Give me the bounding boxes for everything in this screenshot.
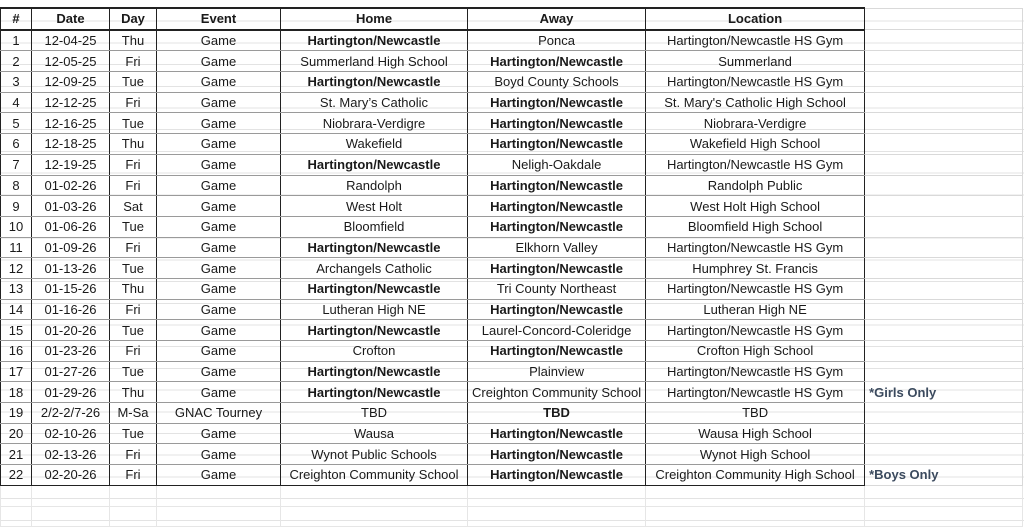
cell-day[interactable]: M-Sa bbox=[110, 403, 157, 424]
cell-home[interactable]: Hartington/Newcastle bbox=[281, 278, 468, 299]
cell-day[interactable]: Tue bbox=[110, 113, 157, 134]
cell-note[interactable]: *Boys Only bbox=[865, 465, 1023, 486]
cell-day[interactable]: Tue bbox=[110, 423, 157, 444]
cell-event[interactable]: Game bbox=[157, 258, 281, 279]
cell-day[interactable]: Tue bbox=[110, 320, 157, 341]
header-away[interactable]: Away bbox=[468, 8, 646, 30]
cell-note[interactable] bbox=[865, 113, 1023, 134]
cell-num[interactable]: 9 bbox=[1, 196, 32, 217]
cell-date[interactable]: 12-19-25 bbox=[32, 154, 110, 175]
empty-cell[interactable] bbox=[865, 485, 1023, 506]
cell-num[interactable]: 15 bbox=[1, 320, 32, 341]
cell-date[interactable]: 12-05-25 bbox=[32, 51, 110, 72]
cell-day[interactable]: Fri bbox=[110, 51, 157, 72]
cell-date[interactable]: 12-04-25 bbox=[32, 30, 110, 51]
cell-home[interactable]: Wausa bbox=[281, 423, 468, 444]
cell-home[interactable]: Lutheran High NE bbox=[281, 299, 468, 320]
cell-away[interactable]: Hartington/Newcastle bbox=[468, 341, 646, 362]
header-empty-cell[interactable] bbox=[865, 8, 1023, 30]
cell-event[interactable]: Game bbox=[157, 92, 281, 113]
cell-event[interactable]: Game bbox=[157, 361, 281, 382]
cell-date[interactable]: 01-03-26 bbox=[32, 196, 110, 217]
cell-num[interactable]: 16 bbox=[1, 341, 32, 362]
empty-cell[interactable] bbox=[468, 506, 646, 527]
schedule-table bbox=[0, 7, 1023, 527]
empty-cell[interactable] bbox=[157, 485, 281, 506]
cell-event[interactable]: Game bbox=[157, 341, 281, 362]
header-location[interactable]: Location bbox=[646, 8, 865, 30]
cell-home[interactable]: Niobrara-Verdigre bbox=[281, 113, 468, 134]
cell-location[interactable]: Bloomfield High School bbox=[646, 216, 865, 237]
cell-event[interactable]: Game bbox=[157, 444, 281, 465]
table-row bbox=[1, 175, 1023, 196]
cell-day[interactable]: Thu bbox=[110, 278, 157, 299]
cell-date[interactable]: 12-16-25 bbox=[32, 113, 110, 134]
cell-location[interactable]: Hartington/Newcastle HS Gym bbox=[646, 278, 865, 299]
table-row bbox=[1, 382, 1023, 403]
cell-away[interactable]: Hartington/Newcastle bbox=[468, 299, 646, 320]
cell-num[interactable]: 17 bbox=[1, 361, 32, 382]
table-row bbox=[1, 361, 1023, 382]
cell-day[interactable]: Fri bbox=[110, 154, 157, 175]
cell-away[interactable]: TBD bbox=[468, 403, 646, 424]
cell-location[interactable]: West Holt High School bbox=[646, 196, 865, 217]
cell-location[interactable]: St. Mary's Catholic High School bbox=[646, 92, 865, 113]
table-row bbox=[1, 444, 1023, 465]
cell-home[interactable]: Archangels Catholic bbox=[281, 258, 468, 279]
cell-num[interactable]: 4 bbox=[1, 92, 32, 113]
cell-event[interactable]: Game bbox=[157, 423, 281, 444]
cell-day[interactable]: Sat bbox=[110, 196, 157, 217]
header-date[interactable]: Date bbox=[32, 8, 110, 30]
cell-note[interactable] bbox=[865, 444, 1023, 465]
cell-event[interactable]: Game bbox=[157, 72, 281, 93]
table-row bbox=[1, 196, 1023, 217]
cell-home[interactable]: Creighton Community School bbox=[281, 465, 468, 486]
cell-day[interactable]: Fri bbox=[110, 92, 157, 113]
cell-day[interactable]: Tue bbox=[110, 258, 157, 279]
cell-num[interactable]: 8 bbox=[1, 175, 32, 196]
cell-event[interactable]: Game bbox=[157, 175, 281, 196]
cell-date[interactable]: 12-09-25 bbox=[32, 72, 110, 93]
cell-num[interactable]: 7 bbox=[1, 154, 32, 175]
cell-day[interactable]: Thu bbox=[110, 382, 157, 403]
cell-day[interactable]: Thu bbox=[110, 30, 157, 51]
cell-num[interactable]: 18 bbox=[1, 382, 32, 403]
cell-day[interactable]: Fri bbox=[110, 465, 157, 486]
header-day[interactable]: Day bbox=[110, 8, 157, 30]
empty-cell[interactable] bbox=[1, 485, 32, 506]
cell-home[interactable]: Hartington/Newcastle bbox=[281, 382, 468, 403]
cell-away[interactable]: Elkhorn Valley bbox=[468, 237, 646, 258]
cell-location[interactable]: Summerland bbox=[646, 51, 865, 72]
cell-home[interactable]: TBD bbox=[281, 403, 468, 424]
cell-event[interactable]: Game bbox=[157, 382, 281, 403]
cell-num[interactable]: 21 bbox=[1, 444, 32, 465]
cell-home[interactable]: Crofton bbox=[281, 341, 468, 362]
cell-date[interactable]: 02-20-26 bbox=[32, 465, 110, 486]
cell-event[interactable]: Game bbox=[157, 196, 281, 217]
empty-cell[interactable] bbox=[646, 485, 865, 506]
cell-location[interactable]: Lutheran High NE bbox=[646, 299, 865, 320]
cell-location[interactable]: Hartington/Newcastle HS Gym bbox=[646, 382, 865, 403]
cell-away[interactable]: Plainview bbox=[468, 361, 646, 382]
cell-note[interactable] bbox=[865, 258, 1023, 279]
cell-away[interactable]: Hartington/Newcastle bbox=[468, 51, 646, 72]
cell-event[interactable]: Game bbox=[157, 278, 281, 299]
empty-cell[interactable] bbox=[110, 485, 157, 506]
cell-home[interactable]: Hartington/Newcastle bbox=[281, 237, 468, 258]
table-row bbox=[1, 72, 1023, 93]
cell-location[interactable]: TBD bbox=[646, 403, 865, 424]
cell-date[interactable]: 2/2-2/7-26 bbox=[32, 403, 110, 424]
empty-cell[interactable] bbox=[281, 506, 468, 527]
cell-event[interactable]: Game bbox=[157, 30, 281, 51]
cell-location[interactable]: Hartington/Newcastle HS Gym bbox=[646, 361, 865, 382]
cell-home[interactable]: Hartington/Newcastle bbox=[281, 320, 468, 341]
cell-location[interactable]: Hartington/Newcastle HS Gym bbox=[646, 154, 865, 175]
cell-home[interactable]: Wynot Public Schools bbox=[281, 444, 468, 465]
cell-note[interactable] bbox=[865, 175, 1023, 196]
cell-note[interactable] bbox=[865, 341, 1023, 362]
cell-home[interactable]: West Holt bbox=[281, 196, 468, 217]
cell-away[interactable]: Ponca bbox=[468, 30, 646, 51]
cell-away[interactable]: Hartington/Newcastle bbox=[468, 444, 646, 465]
empty-cell[interactable] bbox=[110, 506, 157, 527]
table-row bbox=[1, 341, 1023, 362]
cell-day[interactable]: Fri bbox=[110, 237, 157, 258]
cell-location[interactable]: Hartington/Newcastle HS Gym bbox=[646, 237, 865, 258]
cell-home[interactable]: Hartington/Newcastle bbox=[281, 30, 468, 51]
cell-event[interactable]: Game bbox=[157, 134, 281, 155]
cell-note[interactable] bbox=[865, 134, 1023, 155]
table-row bbox=[1, 30, 1023, 51]
cell-away[interactable]: Hartington/Newcastle bbox=[468, 196, 646, 217]
cell-date[interactable]: 01-29-26 bbox=[32, 382, 110, 403]
cell-note[interactable] bbox=[865, 92, 1023, 113]
cell-event[interactable]: Game bbox=[157, 51, 281, 72]
cell-note[interactable] bbox=[865, 423, 1023, 444]
empty-cell[interactable] bbox=[281, 485, 468, 506]
cell-location[interactable]: Wakefield High School bbox=[646, 134, 865, 155]
cell-note[interactable] bbox=[865, 72, 1023, 93]
cell-location[interactable]: Randolph Public bbox=[646, 175, 865, 196]
cell-home[interactable]: St. Mary’s Catholic bbox=[281, 92, 468, 113]
header-row bbox=[1, 8, 1023, 30]
cell-home[interactable]: Hartington/Newcastle bbox=[281, 154, 468, 175]
cell-note[interactable] bbox=[865, 278, 1023, 299]
cell-home[interactable]: Bloomfield bbox=[281, 216, 468, 237]
cell-away[interactable]: Hartington/Newcastle bbox=[468, 423, 646, 444]
empty-row bbox=[1, 485, 1023, 506]
cell-note[interactable] bbox=[865, 237, 1023, 258]
cell-date[interactable]: 01-02-26 bbox=[32, 175, 110, 196]
empty-cell[interactable] bbox=[157, 506, 281, 527]
empty-cell[interactable] bbox=[865, 506, 1023, 527]
cell-note[interactable] bbox=[865, 51, 1023, 72]
cell-day[interactable]: Fri bbox=[110, 444, 157, 465]
cell-day[interactable]: Tue bbox=[110, 361, 157, 382]
cell-date[interactable]: 01-16-26 bbox=[32, 299, 110, 320]
table-row bbox=[1, 154, 1023, 175]
cell-note[interactable] bbox=[865, 30, 1023, 51]
empty-row bbox=[1, 506, 1023, 527]
cell-num[interactable]: 14 bbox=[1, 299, 32, 320]
cell-event[interactable]: Game bbox=[157, 216, 281, 237]
cell-away[interactable]: Creighton Community School bbox=[468, 382, 646, 403]
cell-num[interactable]: 12 bbox=[1, 258, 32, 279]
table-row bbox=[1, 465, 1023, 486]
cell-home[interactable]: Wakefield bbox=[281, 134, 468, 155]
cell-date[interactable]: 01-06-26 bbox=[32, 216, 110, 237]
cell-away[interactable]: Hartington/Newcastle bbox=[468, 258, 646, 279]
cell-date[interactable]: 02-13-26 bbox=[32, 444, 110, 465]
cell-date[interactable]: 01-09-26 bbox=[32, 237, 110, 258]
cell-away[interactable]: Laurel-Concord-Coleridge bbox=[468, 320, 646, 341]
cell-date[interactable]: 01-23-26 bbox=[32, 341, 110, 362]
cell-event[interactable]: Game bbox=[157, 320, 281, 341]
cell-location[interactable]: Hartington/Newcastle HS Gym bbox=[646, 72, 865, 93]
cell-num[interactable]: 20 bbox=[1, 423, 32, 444]
cell-date[interactable]: 01-13-26 bbox=[32, 258, 110, 279]
cell-home[interactable]: Randolph bbox=[281, 175, 468, 196]
header-num[interactable]: # bbox=[1, 8, 32, 30]
table-row bbox=[1, 320, 1023, 341]
cell-location[interactable]: Hartington/Newcastle HS Gym bbox=[646, 320, 865, 341]
cell-num[interactable]: 10 bbox=[1, 216, 32, 237]
cell-event[interactable]: GNAC Tourney bbox=[157, 403, 281, 424]
cell-note[interactable] bbox=[865, 216, 1023, 237]
empty-cell[interactable] bbox=[468, 485, 646, 506]
cell-event[interactable]: Game bbox=[157, 299, 281, 320]
cell-date[interactable]: 01-27-26 bbox=[32, 361, 110, 382]
cell-note[interactable] bbox=[865, 154, 1023, 175]
table-row bbox=[1, 134, 1023, 155]
table-row bbox=[1, 51, 1023, 72]
cell-away[interactable]: Hartington/Newcastle bbox=[468, 92, 646, 113]
table-row bbox=[1, 258, 1023, 279]
cell-location[interactable]: Hartington/Newcastle HS Gym bbox=[646, 30, 865, 51]
cell-location[interactable]: Wausa High School bbox=[646, 423, 865, 444]
cell-away[interactable]: Hartington/Newcastle bbox=[468, 113, 646, 134]
table-row bbox=[1, 403, 1023, 424]
cell-location[interactable]: Crofton High School bbox=[646, 341, 865, 362]
cell-num[interactable]: 13 bbox=[1, 278, 32, 299]
table-row bbox=[1, 278, 1023, 299]
cell-day[interactable]: Fri bbox=[110, 299, 157, 320]
cell-location[interactable]: Creighton Community High School bbox=[646, 465, 865, 486]
cell-note[interactable]: *Girls Only bbox=[865, 382, 1023, 403]
cell-away[interactable]: Hartington/Newcastle bbox=[468, 134, 646, 155]
cell-location[interactable]: Niobrara-Verdigre bbox=[646, 113, 865, 134]
cell-away[interactable]: Boyd County Schools bbox=[468, 72, 646, 93]
cell-note[interactable] bbox=[865, 361, 1023, 382]
cell-note[interactable] bbox=[865, 320, 1023, 341]
cell-home[interactable]: Hartington/Newcastle bbox=[281, 361, 468, 382]
cell-num[interactable]: 6 bbox=[1, 134, 32, 155]
cell-away[interactable]: Hartington/Newcastle bbox=[468, 465, 646, 486]
table-row bbox=[1, 92, 1023, 113]
cell-date[interactable]: 02-10-26 bbox=[32, 423, 110, 444]
cell-event[interactable]: Game bbox=[157, 154, 281, 175]
table-row bbox=[1, 216, 1023, 237]
cell-num[interactable]: 1 bbox=[1, 30, 32, 51]
empty-cell[interactable] bbox=[32, 506, 110, 527]
table-row bbox=[1, 237, 1023, 258]
cell-day[interactable]: Thu bbox=[110, 134, 157, 155]
cell-away[interactable]: Hartington/Newcastle bbox=[468, 175, 646, 196]
empty-cell[interactable] bbox=[32, 485, 110, 506]
cell-num[interactable]: 3 bbox=[1, 72, 32, 93]
cell-date[interactable]: 01-15-26 bbox=[32, 278, 110, 299]
cell-day[interactable]: Fri bbox=[110, 175, 157, 196]
cell-away[interactable]: Neligh-Oakdale bbox=[468, 154, 646, 175]
header-event[interactable]: Event bbox=[157, 8, 281, 30]
cell-away[interactable]: Hartington/Newcastle bbox=[468, 216, 646, 237]
cell-note[interactable] bbox=[865, 299, 1023, 320]
cell-day[interactable]: Tue bbox=[110, 216, 157, 237]
cell-date[interactable]: 01-20-26 bbox=[32, 320, 110, 341]
cell-num[interactable]: 19 bbox=[1, 403, 32, 424]
cell-note[interactable] bbox=[865, 403, 1023, 424]
cell-home[interactable]: Summerland High School bbox=[281, 51, 468, 72]
cell-day[interactable]: Fri bbox=[110, 341, 157, 362]
cell-num[interactable]: 22 bbox=[1, 465, 32, 486]
header-home[interactable]: Home bbox=[281, 8, 468, 30]
table-row bbox=[1, 423, 1023, 444]
cell-home[interactable]: Hartington/Newcastle bbox=[281, 72, 468, 93]
cell-event[interactable]: Game bbox=[157, 465, 281, 486]
cell-day[interactable]: Tue bbox=[110, 72, 157, 93]
cell-event[interactable]: Game bbox=[157, 237, 281, 258]
cell-num[interactable]: 11 bbox=[1, 237, 32, 258]
schedule-rows bbox=[1, 30, 1023, 527]
cell-away[interactable]: Tri County Northeast bbox=[468, 278, 646, 299]
cell-event[interactable]: Game bbox=[157, 113, 281, 134]
cell-num[interactable]: 2 bbox=[1, 51, 32, 72]
empty-cell[interactable] bbox=[1, 506, 32, 527]
cell-date[interactable]: 12-18-25 bbox=[32, 134, 110, 155]
cell-location[interactable]: Wynot High School bbox=[646, 444, 865, 465]
cell-num[interactable]: 5 bbox=[1, 113, 32, 134]
table-row bbox=[1, 113, 1023, 134]
cell-note[interactable] bbox=[865, 196, 1023, 217]
empty-cell[interactable] bbox=[646, 506, 865, 527]
cell-date[interactable]: 12-12-25 bbox=[32, 92, 110, 113]
cell-location[interactable]: Humphrey St. Francis bbox=[646, 258, 865, 279]
table-row bbox=[1, 299, 1023, 320]
